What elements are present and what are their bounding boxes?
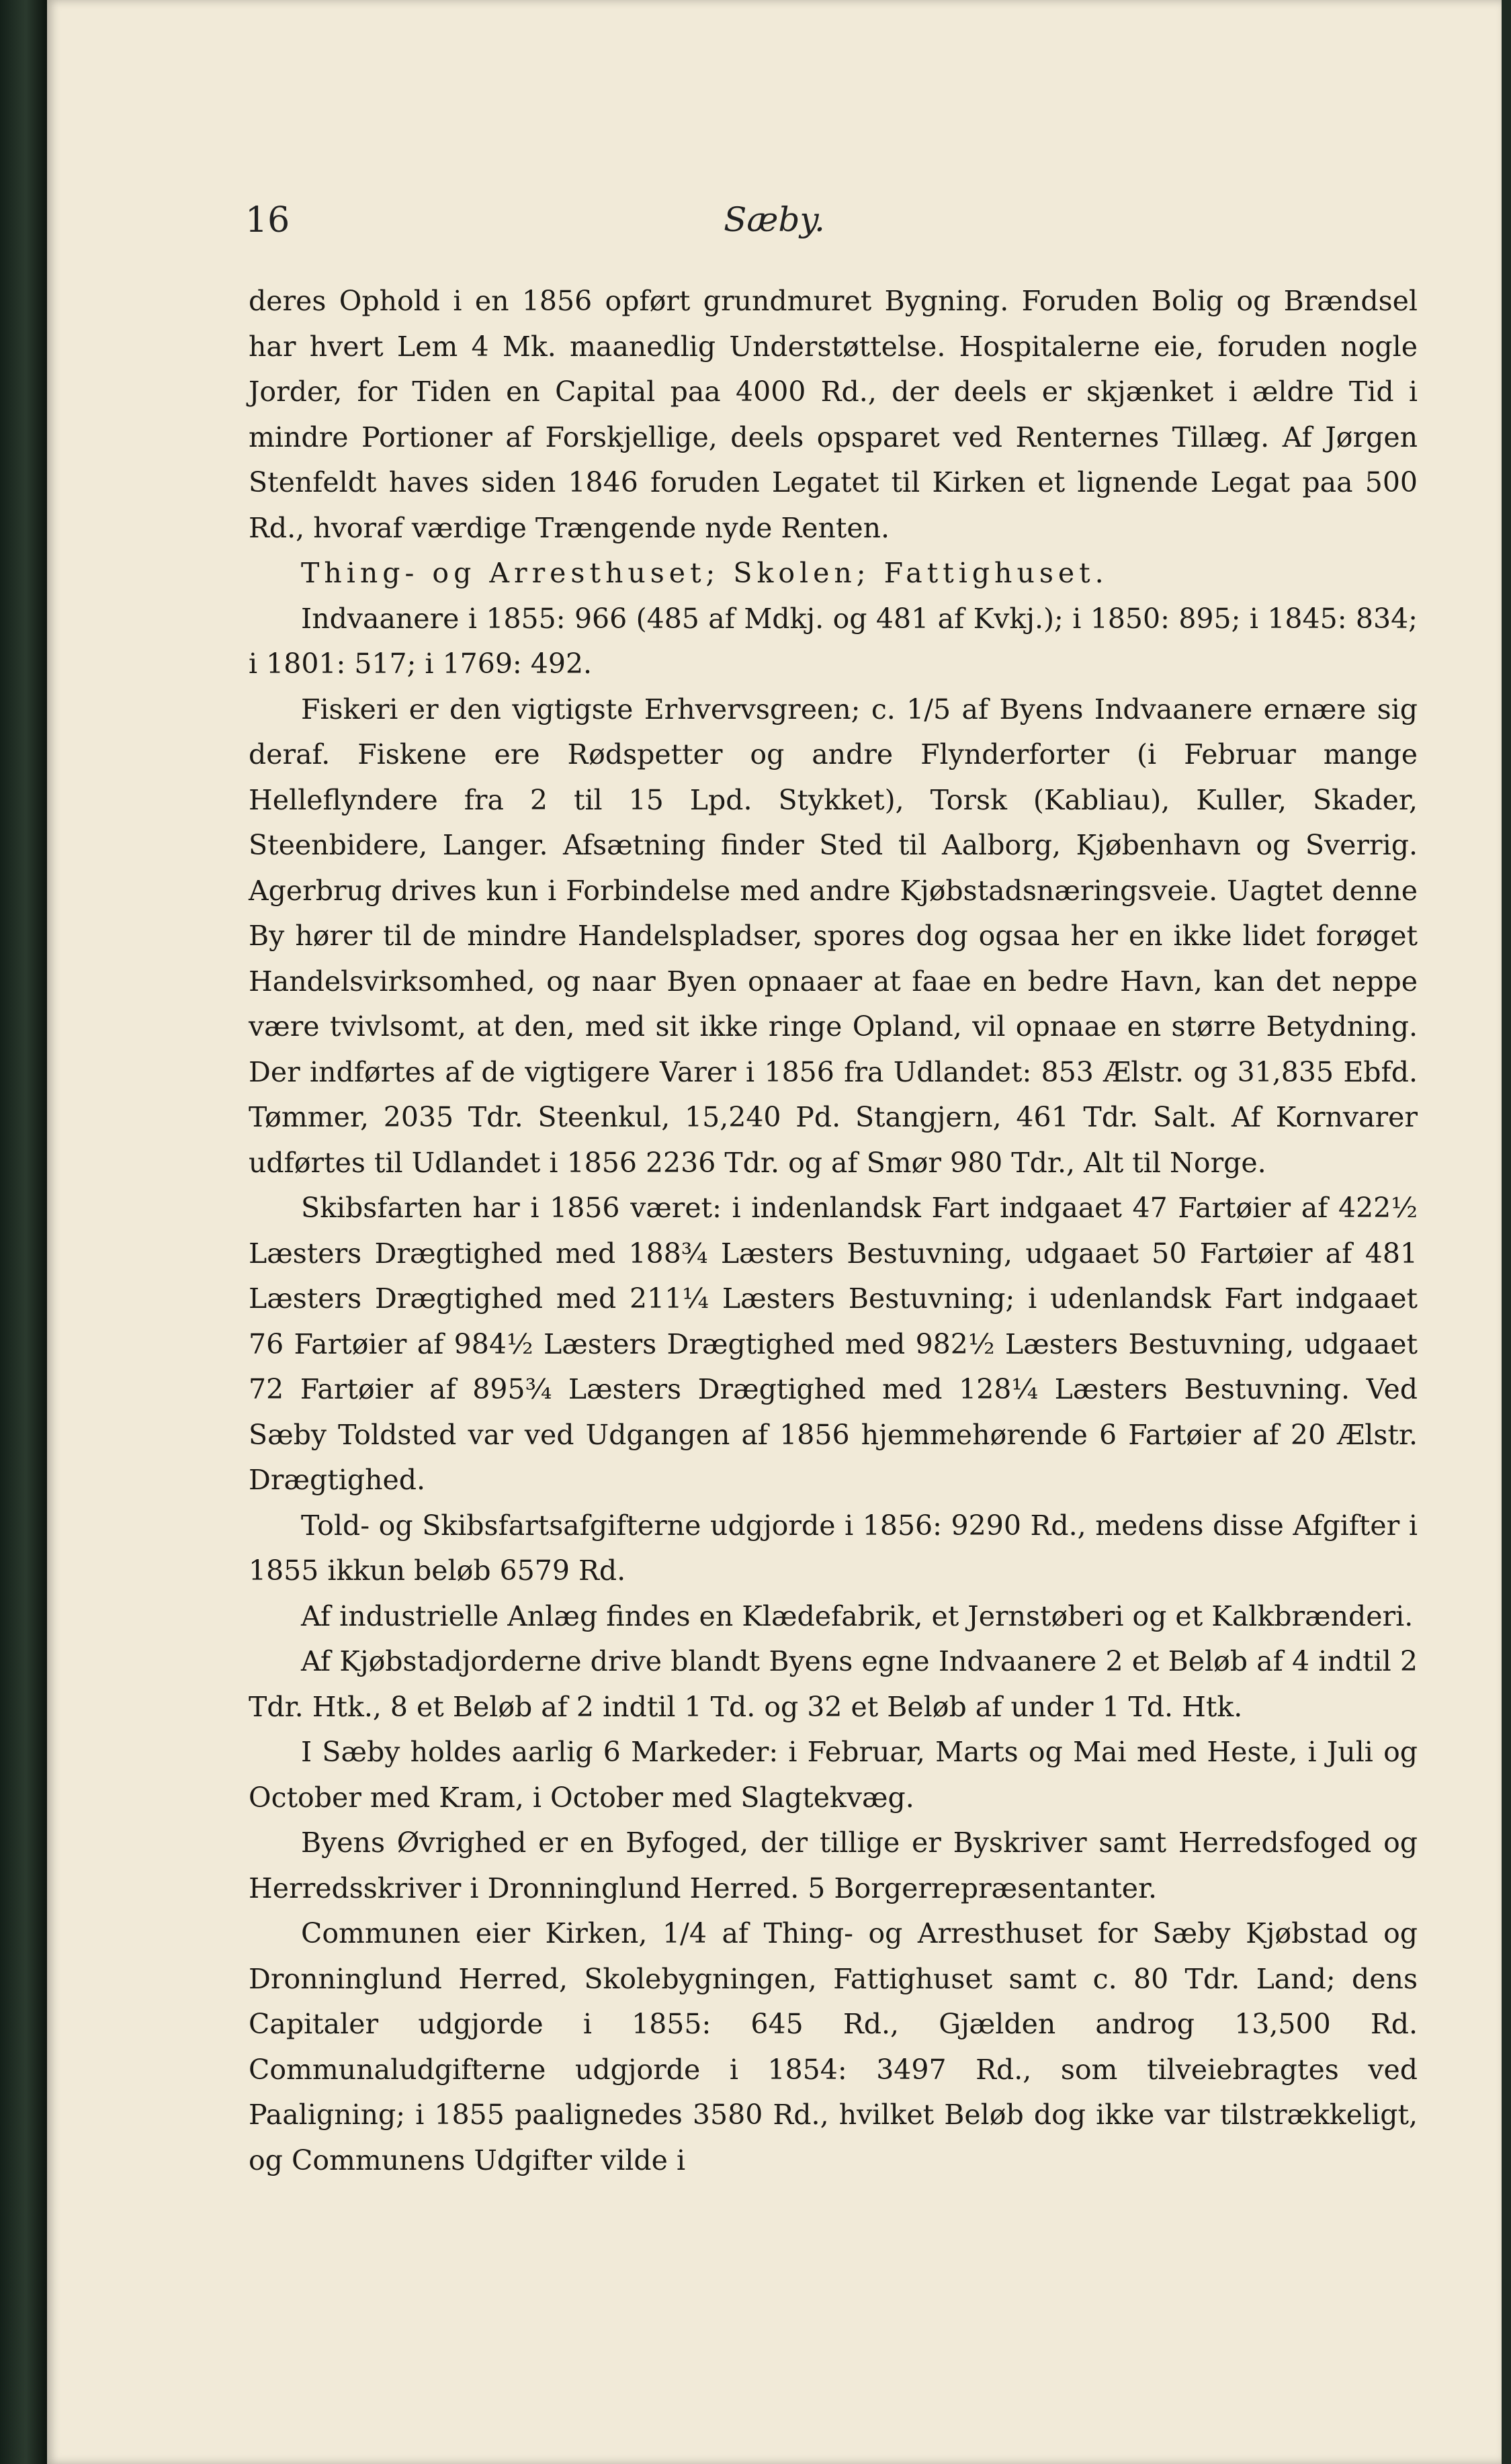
book-page <box>47 0 1502 2464</box>
paragraph-authority: Byens Øvrighed er en Byfoged, der tillige er Byskriver samt Herredsfoged og Herredsskriver i Dronninglund Herred. 5 Borgerrepræsentanter. <box>249 1827 1418 1904</box>
paragraph-shipping: Skibsfarten har i 1856 været: i indenlandsk Fart indgaaet 47 Fartøier af 422½ Læsters Drægtighed med 188¾ Læsters Bestuvning, udgaaet 50 Fartøier af 481 Læsters Drægtighed med 211¼ Læsters Bestuvning; i udenlandsk Fart indgaaet 76 Fartøier af 984½ Læsters Drægtighed med 982½ Læsters Bestuvning, udgaaet 72 Fartøier af 895¾ Læsters Drægtighed med 128¼ Læsters Bestuvning. Ved Sæby Toldsted var ved Udgangen af 1856 hjemmehørende 6 Fartøier af 20 Ælstr. Drægtighed. <box>249 1192 1418 1496</box>
paragraph-fishery-trade: Fiskeri er den vigtigste Erhvervsgreen; c. 1/5 af Byens Indvaanere ernære sig deraf. Fiskene ere Rødspetter og andre Flynderforter (i Februar mange Helleflyndere fra 2 til 15 Lpd. Stykket), Torsk (Kabliau), Kuller, Skader, Steenbidere, Langer. Afsætning finder Sted til Aalborg, Kjøbenhavn og Sverrig. Agerbrug drives kun i Forbindelse med andre Kjøbstadsnæringsveie. Uagtet denne By hører til de mindre Handelspladser, spores dog ogsaa her en ikke lidet forøget Handelsvirksomhed, og naar Byen opnaaer at faae en bedre Havn, kan det neppe være tvivlsomt, at den, med sit ikke ringe Opland, vil opnaae en større Betydning. Der indførtes af de vigtigere Varer i 1856 fra Udlandet: 853 Ælstr. og 31,835 Ebfd. Tømmer, 2035 Tdr. Steenkul, 15,240 Pd. Stangjern, 461 Tdr. Salt. Af Kornvarer udførtes til Udlandet i 1856 2236 Tdr. og af Smør 980 Tdr., Alt til Norge. <box>249 693 1418 1179</box>
paragraph-inhabitants: Indvaanere i 1855: 966 (485 af Mdkj. og 481 af Kvkj.); i 1850: 895; i 1845: 834; i 1801: 517; i 1769: 492. <box>249 602 1418 680</box>
paragraph-commune: Communen eier Kirken, 1/4 af Thing- og Arresthuset for Sæby Kjøbstad og Dronninglund Herred, Skolebygningen, Fattighuset samt c. 80 Tdr. Land; dens Capitaler udgjorde i 1855: 645 Rd., Gjælden androg 13,500 Rd. Communaludgifterne udgjorde i 1854: 3497 Rd., som tilveiebragtes ved Paaligning; i 1855 paalignedes 3580 Rd., hvilket Beløb dog ikke var tilstrækkeligt, og Communens Udgifter vilde i <box>249 1917 1418 2176</box>
paragraph-industry: Af industrielle Anlæg findes en Klædefabrik, et Jernstøberi og et Kalkbrænderi. <box>301 1599 1414 1632</box>
book-spine-edge <box>0 0 47 2464</box>
paragraph-customs: Told- og Skibsfartsafgifterne udgjorde i 1856: 9290 Rd., medens disse Afgifter i 1855 ikkun beløb 6579 Rd. <box>249 1509 1418 1587</box>
paragraph-town-lands: Af Kjøbstadjorderne drive blandt Byens egne Indvaanere 2 et Beløb af 4 indtil 2 Tdr. Htk., 8 et Beløb af 2 indtil 1 Td. og 32 et Beløb af under 1 Td. Htk. <box>249 1645 1418 1723</box>
running-title: Sæby. <box>724 200 825 239</box>
page-body-text <box>249 279 1418 2183</box>
paragraph-hospital: deres Ophold i en 1856 opført grundmuret Bygning. Foruden Bolig og Brændsel har hvert Lem 4 Mk. maanedlig Understøttelse. Hospitalerne eie, foruden nogle Jorder, for Tiden en Capital paa 4000 Rd., der deels er skjænket i ældre Tid i mindre Portioner af Forskjellige, deels opsparet ved Renternes Tillæg. Af Jørgen Stenfeldt haves siden 1846 foruden Legatet til Kirken et lignende Legat paa 500 Rd., hvoraf værdige Trængende nyde Renten. <box>249 285 1418 544</box>
page-header <box>47 193 1502 247</box>
paragraph-buildings-heading: Thing- og Arresthuset; Skolen; Fattighuset. <box>301 557 1109 589</box>
page-number: 16 <box>245 200 290 240</box>
paragraph-markets: I Sæby holdes aarlig 6 Markeder: i Februar, Marts og Mai med Heste, i Juli og October med Kram, i October med Slagtekvæg. <box>249 1736 1418 1814</box>
